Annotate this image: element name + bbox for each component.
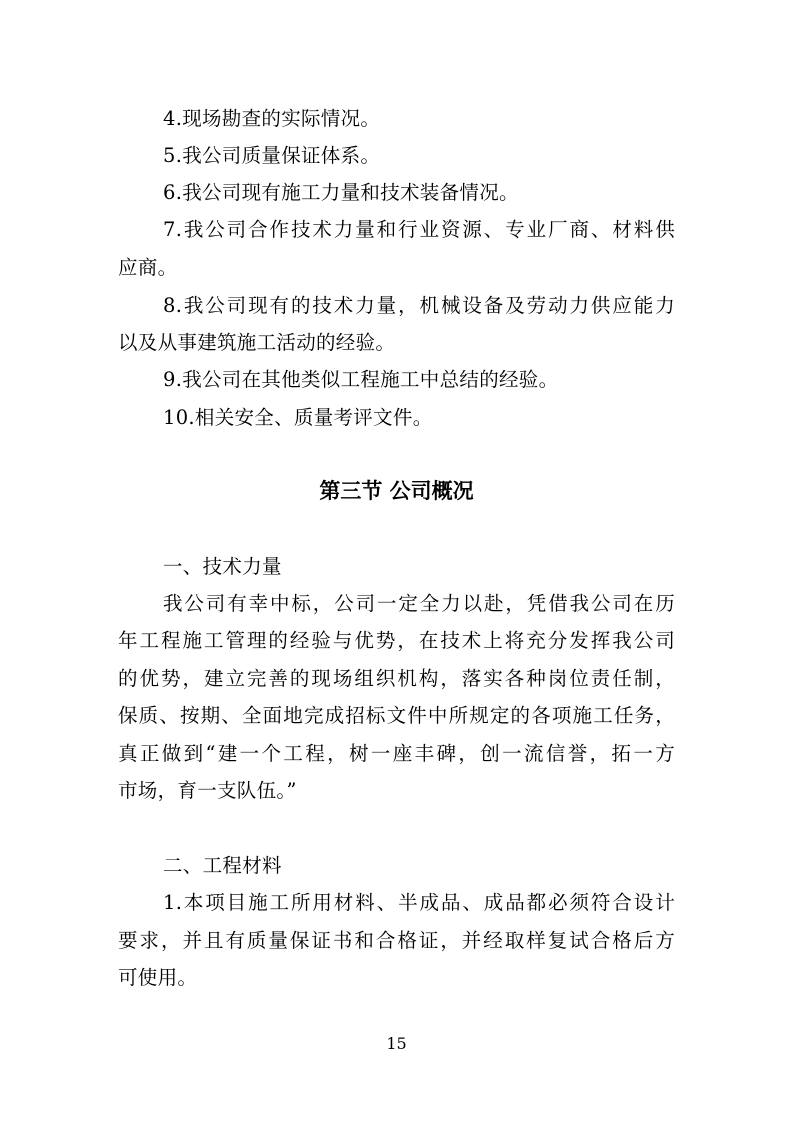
- subsection-heading: 一、技术力量: [163, 555, 282, 578]
- paragraph-line: 我公司有幸中标，公司一定全力以赴，凭借我公司在历: [163, 592, 675, 615]
- paragraph-line: 真正做到“建一个工程，树一座丰碑，创一流信誉，拓一方: [118, 742, 675, 765]
- paragraph-line: 年工程施工管理的经验与优势，在技术上将充分发挥我公司: [118, 629, 675, 652]
- page-number: 15: [386, 1034, 407, 1053]
- paragraph-line: 要求，并且有质量保证书和合格证，并经取样复试合格后方: [118, 929, 675, 952]
- list-item: 4.现场勘查的实际情况。: [163, 107, 381, 130]
- paragraph-line: 可使用。: [118, 966, 198, 989]
- subsection-heading: 二、工程材料: [163, 854, 282, 877]
- paragraph-line: 保质、按期、全面地完成招标文件中所规定的各项施工任务，: [118, 704, 675, 727]
- paragraph-line: 1.本项目施工所用材料、半成品、成品都必须符合设计: [163, 891, 675, 914]
- paragraph-line: 的优势，建立完善的现场组织机构，落实各种岗位责任制，: [118, 667, 675, 690]
- list-item: 7.我公司合作技术力量和行业资源、专业厂商、材料供: [163, 218, 675, 241]
- list-item: 8.我公司现有的技术力量，机械设备及劳动力供应能力: [163, 294, 675, 317]
- list-item: 5.我公司质量保证体系。: [163, 144, 381, 167]
- list-item: 6.我公司现有施工力量和技术装备情况。: [163, 181, 519, 204]
- section-title: 第三节 公司概况: [319, 479, 474, 503]
- list-item: 10.相关安全、质量考评文件。: [163, 406, 433, 429]
- list-item-continuation: 应商。: [118, 256, 178, 279]
- list-item: 9.我公司在其他类似工程施工中总结的经验。: [163, 368, 559, 391]
- list-item-continuation: 以及从事建筑施工活动的经验。: [118, 331, 396, 354]
- paragraph-line: 市场，育一支队伍。”: [118, 779, 297, 802]
